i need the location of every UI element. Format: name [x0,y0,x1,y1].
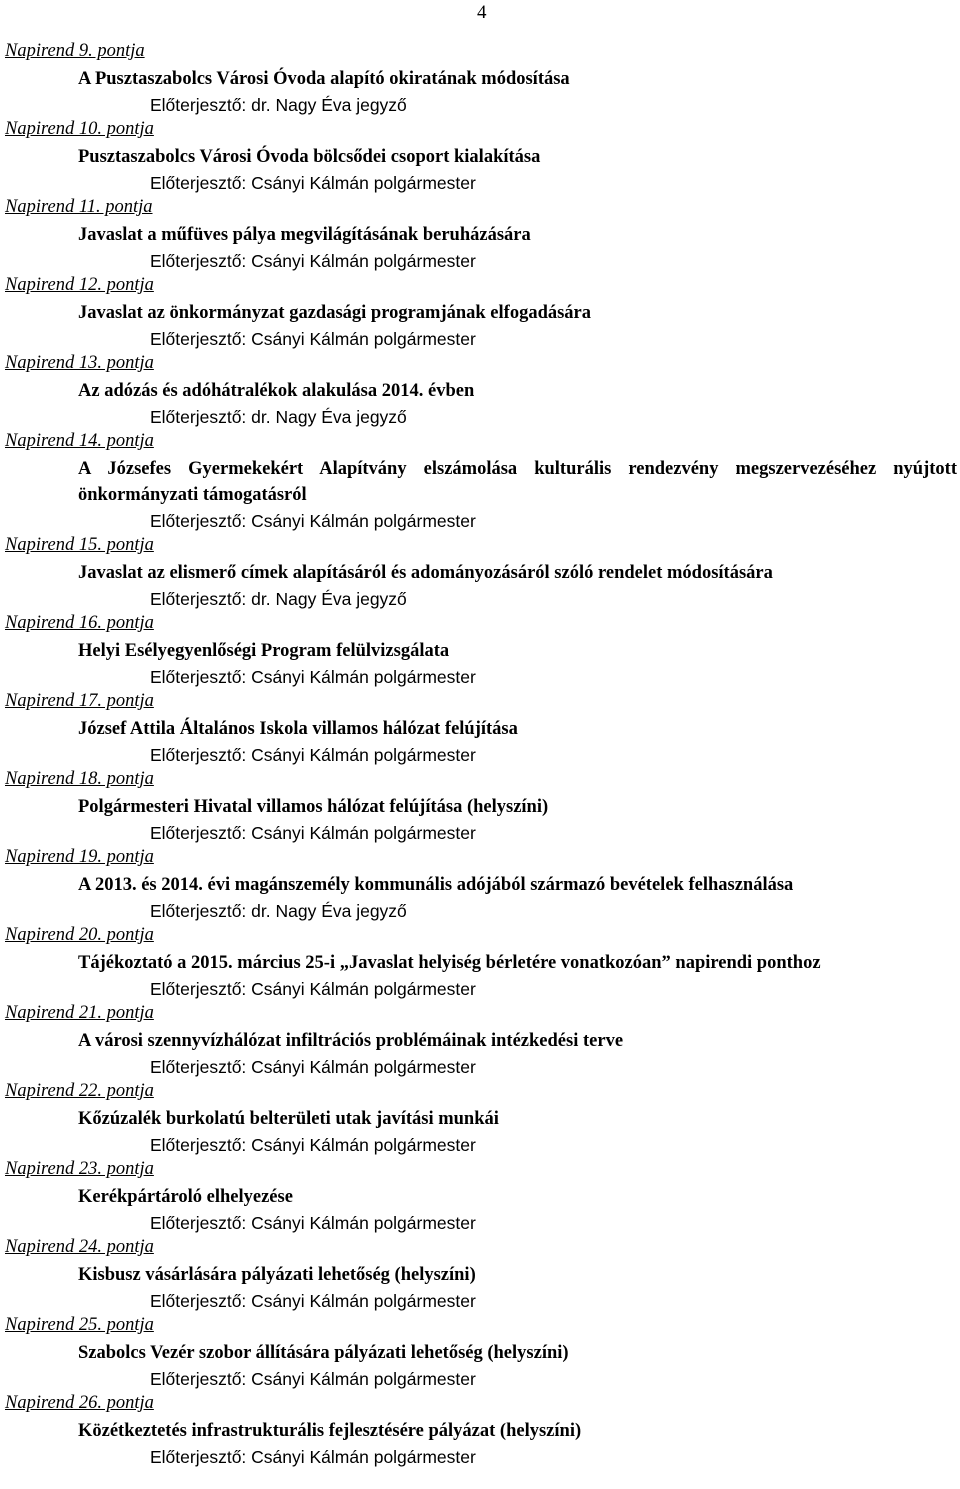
agenda-item [5,846,960,924]
agenda-item-presenter: Előterjesztő: Csányi Kálmán polgármester [150,511,476,531]
agenda-item-heading: Napirend 21. pontja [5,1003,154,1023]
agenda-item-presenter: Előterjesztő: Csányi Kálmán polgármester [150,1369,476,1389]
agenda-list [5,40,960,1470]
agenda-item [5,40,960,118]
agenda-item-title: Kisbusz vásárlására pályázati lehetőség (helyszíni) [78,1265,476,1285]
agenda-item [5,1002,960,1080]
agenda-item-presenter: Előterjesztő: Csányi Kálmán polgármester [150,1213,476,1233]
agenda-item-title: A városi szennyvízhálózat infiltrációs problémáinak intézkedési terve [78,1031,624,1051]
agenda-item-title: Közétkeztetés infrastrukturális fejlesztésére pályázat (helyszíni) [78,1421,582,1441]
agenda-item-presenter: Előterjesztő: Csányi Kálmán polgármester [150,173,476,193]
agenda-item-title: Kerékpártároló elhelyezése [78,1187,293,1207]
agenda-item [5,612,960,690]
agenda-item-presenter: Előterjesztő: dr. Nagy Éva jegyző [150,589,407,609]
agenda-item-heading: Napirend 23. pontja [5,1159,154,1179]
agenda-item-title: Az adózás és adóhátralékok alakulása 2014. évben [78,381,475,401]
agenda-item-title: Javaslat az elismerő címek alapításáról és adományozásáról szóló rendelet módosítására [78,563,773,583]
agenda-item-title: A 2013. és 2014. évi magánszemély kommunális adójából származó bevételek felhasználása [78,875,794,895]
agenda-item-heading: Napirend 14. pontja [5,431,154,451]
agenda-item-presenter: Előterjesztő: dr. Nagy Éva jegyző [150,901,407,921]
agenda-item-title: Polgármesteri Hivatal villamos hálózat felújítása (helyszíni) [78,797,549,817]
agenda-item [5,274,960,352]
agenda-item [5,1392,960,1470]
agenda-item-heading: Napirend 15. pontja [5,535,154,555]
agenda-item-presenter: Előterjesztő: Csányi Kálmán polgármester [150,823,476,843]
agenda-item-heading: Napirend 13. pontja [5,353,154,373]
agenda-item [5,1080,960,1158]
agenda-item-presenter: Előterjesztő: Csányi Kálmán polgármester [150,1057,476,1077]
agenda-item-heading: Napirend 11. pontja [5,197,153,217]
agenda-item-title: Javaslat az önkormányzat gazdasági programjának elfogadására [78,303,592,323]
agenda-item-title: Pusztaszabolcs Városi Óvoda bölcsődei csoport kialakítása [78,147,541,167]
agenda-item-heading: Napirend 19. pontja [5,847,154,867]
agenda-item [5,196,960,274]
agenda-item-presenter: Előterjesztő: Csányi Kálmán polgármester [150,1291,476,1311]
agenda-item [5,1158,960,1236]
agenda-item-presenter: Előterjesztő: Csányi Kálmán polgármester [150,979,476,999]
agenda-item-presenter: Előterjesztő: Csányi Kálmán polgármester [150,329,476,349]
agenda-item-heading: Napirend 20. pontja [5,925,154,945]
agenda-item-heading: Napirend 24. pontja [5,1237,154,1257]
agenda-item-presenter: Előterjesztő: dr. Nagy Éva jegyző [150,407,407,427]
agenda-item-heading: Napirend 16. pontja [5,613,154,633]
agenda-item-title: Javaslat a műfüves pálya megvilágításának beruházására [78,225,531,245]
agenda-item-heading: Napirend 25. pontja [5,1315,154,1335]
agenda-item-heading: Napirend 26. pontja [5,1393,154,1413]
agenda-item-title: A Pusztaszabolcs Városi Óvoda alapító okiratának módosítása [78,69,570,89]
agenda-item-presenter: Előterjesztő: Csányi Kálmán polgármester [150,667,476,687]
agenda-item-title: József Attila Általános Iskola villamos hálózat felújítása [78,719,518,739]
agenda-item [5,430,960,534]
agenda-item-heading: Napirend 22. pontja [5,1081,154,1101]
agenda-item-heading: Napirend 9. pontja [5,41,145,61]
agenda-item [5,1236,960,1314]
agenda-item-presenter: Előterjesztő: Csányi Kálmán polgármester [150,1447,476,1467]
agenda-item [5,1314,960,1392]
agenda-item-presenter: Előterjesztő: Csányi Kálmán polgármester [150,1135,476,1155]
agenda-item [5,534,960,612]
agenda-item [5,768,960,846]
agenda-item-title: A Józsefes Gyermekekért Alapítvány elszámolása kulturális rendezvény megszervezéséhez nyújtott önkormányzati támogatásról [78,459,957,505]
page-number: 4 [477,2,487,23]
agenda-item-presenter: Előterjesztő: dr. Nagy Éva jegyző [150,95,407,115]
agenda-item-title: Kőzúzalék burkolatú belterületi utak javítási munkái [78,1109,499,1129]
agenda-item-title: Helyi Esélyegyenlőségi Program felülvizsgálata [78,641,450,661]
agenda-item-presenter: Előterjesztő: Csányi Kálmán polgármester [150,251,476,271]
agenda-item [5,690,960,768]
agenda-item-heading: Napirend 17. pontja [5,691,154,711]
agenda-item-title: Tájékoztató a 2015. március 25-i „Javaslat helyiség bérletére vonatkozóan” napirendi ponthoz [78,953,821,973]
agenda-item-presenter: Előterjesztő: Csányi Kálmán polgármester [150,745,476,765]
agenda-item-heading: Napirend 12. pontja [5,275,154,295]
agenda-item-heading: Napirend 18. pontja [5,769,154,789]
agenda-item-title: Szabolcs Vezér szobor állítására pályázati lehetőség (helyszíni) [78,1343,569,1363]
agenda-item [5,118,960,196]
agenda-item-heading: Napirend 10. pontja [5,119,154,139]
agenda-item [5,352,960,430]
agenda-item [5,924,960,1002]
